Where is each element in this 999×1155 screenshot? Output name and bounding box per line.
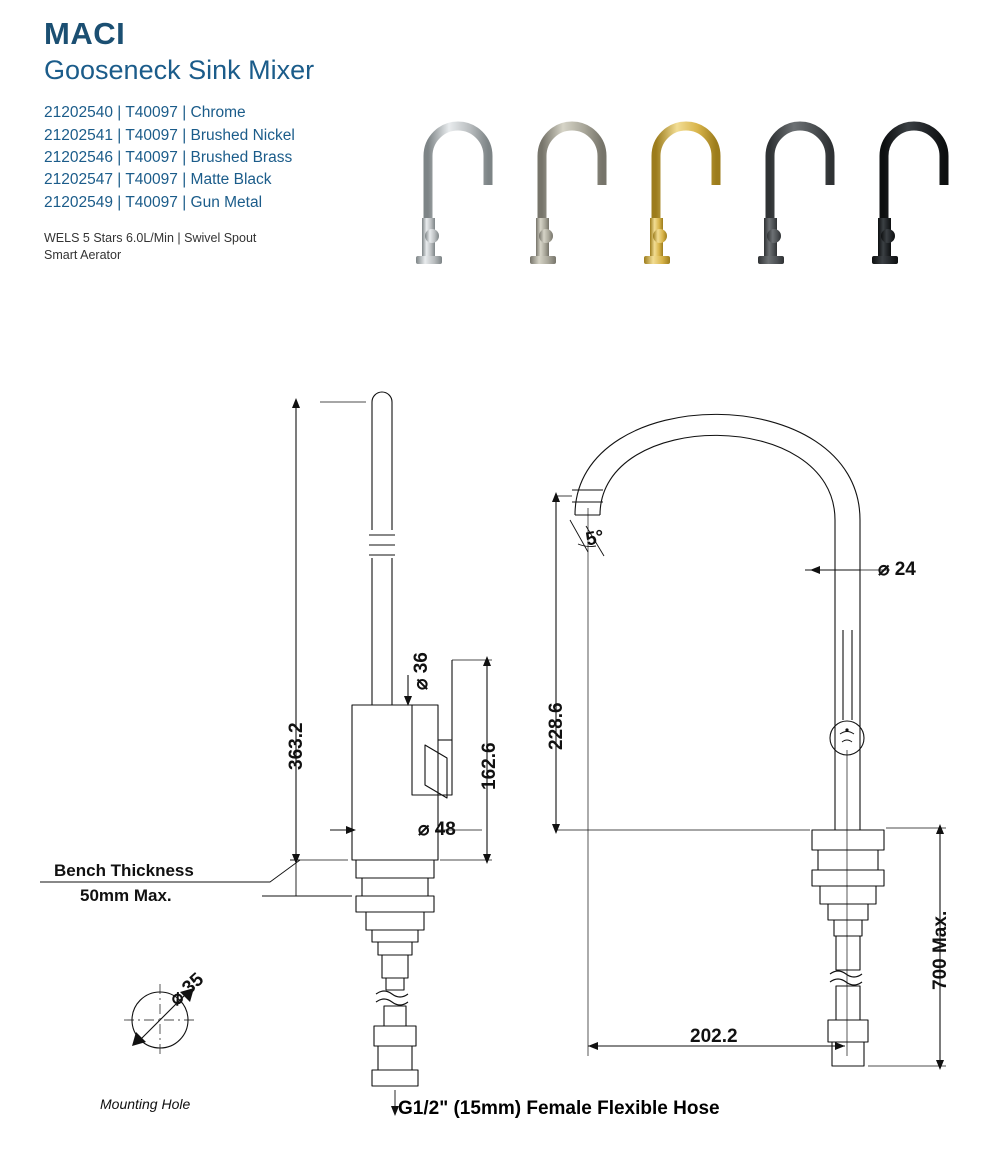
drawing-vectors	[0, 330, 999, 1150]
tap-render-matte-black	[752, 100, 856, 285]
list-item: Smart Aerator	[44, 248, 122, 263]
dimension-spout-height: 228.6	[546, 702, 567, 750]
list-item: WELS 5 Stars 6.0L/Min | Swivel Spout	[44, 231, 257, 246]
note-hose-label: G1/2" (15mm) Female Flexible Hose	[398, 1098, 720, 1119]
note-bench-thickness-line2: 50mm Max.	[80, 886, 172, 905]
list-item: 21202541 | T40097 | Brushed Nickel	[44, 126, 295, 144]
tap-render-chrome	[410, 100, 514, 285]
page-title: MACI	[44, 16, 126, 51]
tap-render-brushed-brass	[638, 100, 742, 285]
dimension-hose-length: 700 Max.	[930, 910, 951, 990]
dimension-overall-height: 363.2	[286, 722, 307, 770]
list-item: 21202549 | T40097 | Gun Metal	[44, 193, 263, 211]
technical-drawing	[0, 330, 999, 1150]
dimension-tube-diameter: ⌀ 24	[878, 559, 916, 580]
tap-render-gun-metal	[866, 100, 970, 285]
note-mounting-hole-caption: Mounting Hole	[100, 1096, 191, 1112]
dimension-handle-height: 162.6	[479, 742, 500, 790]
note-bench-thickness-line1: Bench Thickness	[54, 861, 194, 880]
list-item: 21202540 | T40097 | Chrome	[44, 104, 246, 122]
tap-render-brushed-nickel	[524, 100, 628, 285]
list-item: 21202546 | T40097 | Brushed Brass	[44, 148, 293, 166]
dimension-body-diameter: ⌀ 48	[418, 819, 456, 840]
dimension-aerator-angle: 5°	[583, 526, 607, 551]
dimension-spout-diameter: ⌀ 36	[411, 652, 432, 690]
list-item: 21202547 | T40097 | Matte Black	[44, 171, 272, 189]
page-subtitle: Gooseneck Sink Mixer	[44, 54, 315, 85]
finish-render-row	[410, 100, 970, 290]
dimension-mounting-hole: ⌀ 35	[165, 969, 209, 1010]
dimension-spout-reach: 202.2	[690, 1026, 738, 1047]
